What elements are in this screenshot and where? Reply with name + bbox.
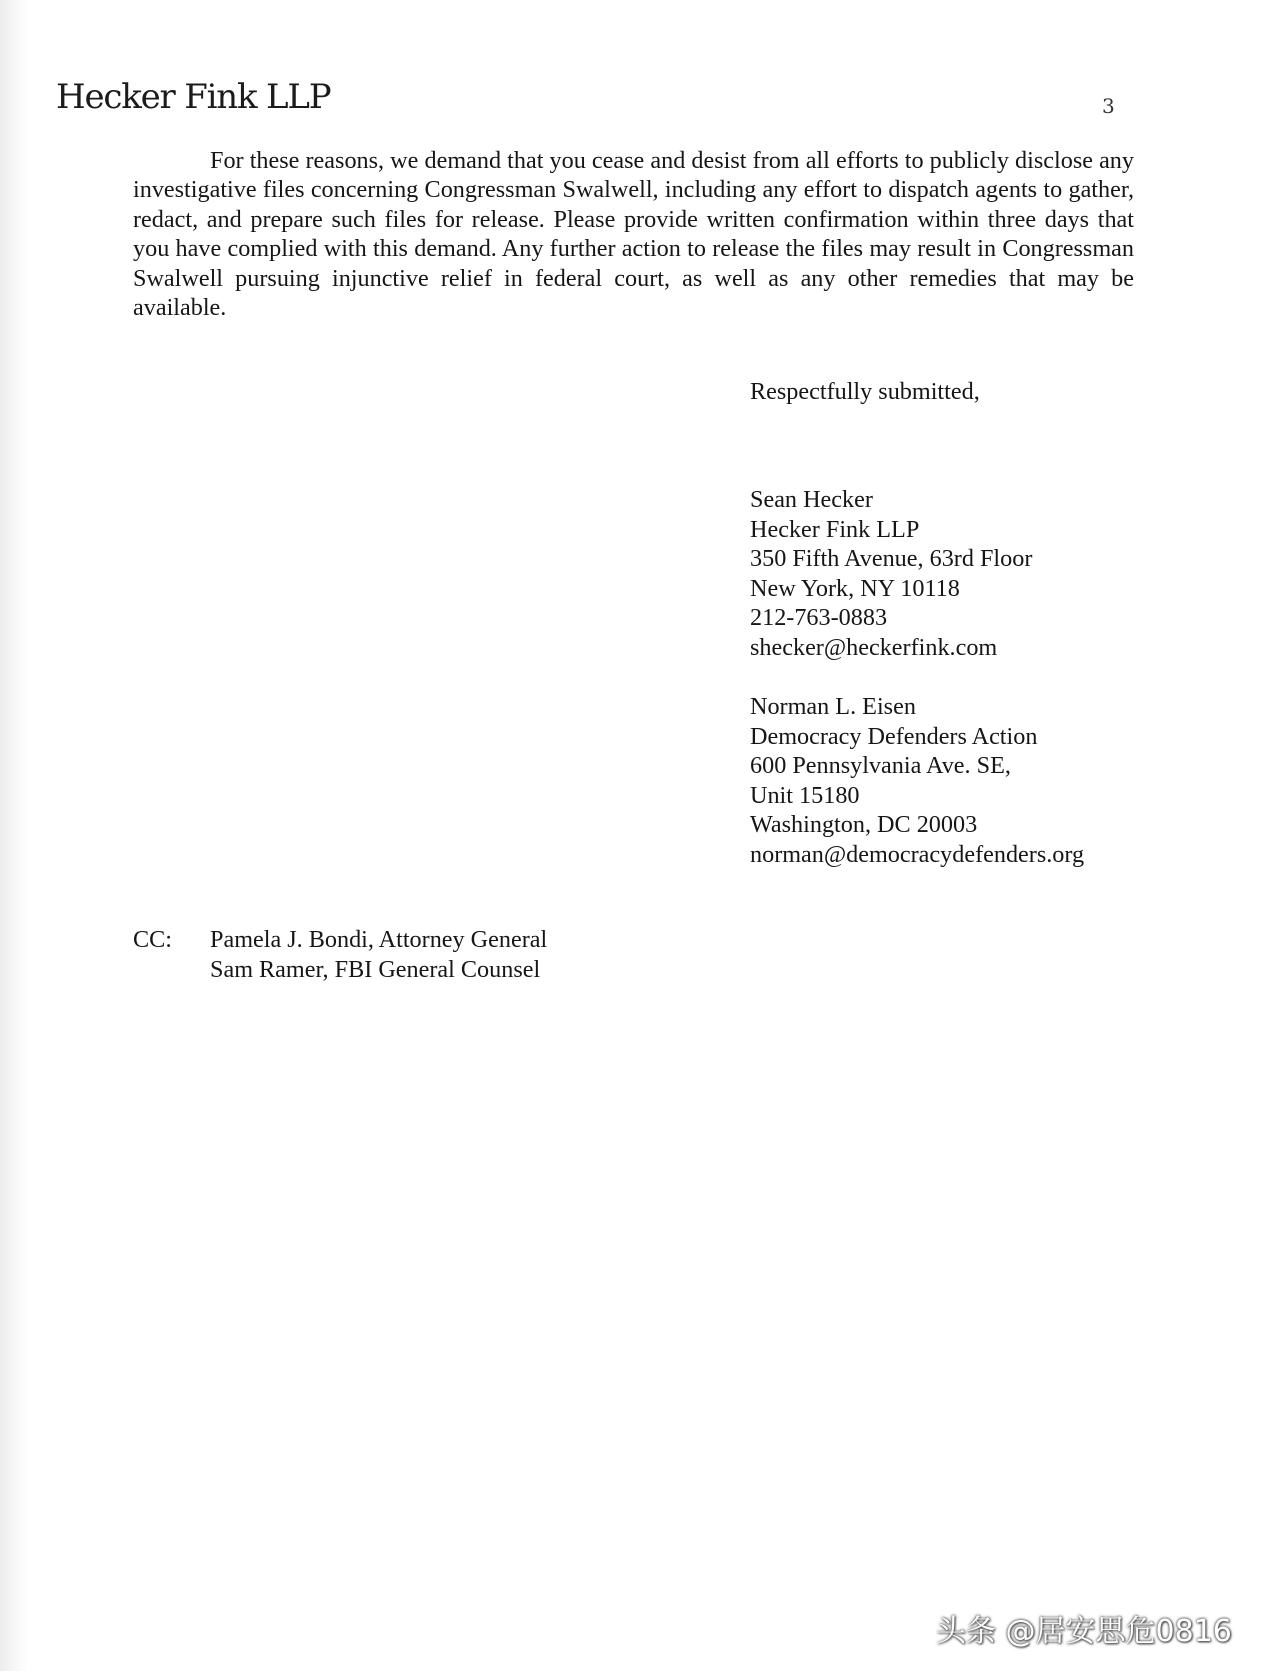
- signatory-email: norman@democracydefenders.org: [750, 840, 1085, 868]
- signatory-org: Democracy Defenders Action: [750, 722, 1038, 750]
- signature-block-hecker: [750, 485, 1032, 663]
- cc-recipients: [210, 925, 547, 984]
- cc-recipient: Pamela J. Bondi, Attorney General: [210, 926, 548, 953]
- page-edge-shadow: [0, 0, 28, 1671]
- page-number: 3: [1102, 94, 1115, 118]
- signatory-address-line2: New York, NY 10118: [750, 574, 960, 602]
- signatory-name: Sean Hecker: [750, 486, 873, 513]
- signatory-email: shecker@heckerfink.com: [750, 633, 998, 661]
- signatory-address-line2: Unit 15180: [750, 781, 860, 809]
- signatory-phone: 212-763-0883: [750, 604, 888, 632]
- signatory-org: Hecker Fink LLP: [750, 515, 920, 543]
- letterhead-firm-name: Hecker Fink LLP: [56, 77, 331, 117]
- watermark-text: 头条 @居安思危0816: [936, 1614, 1232, 1649]
- cc-recipient: Sam Ramer, FBI General Counsel: [210, 955, 541, 983]
- signatory-address-line1: 600 Pennsylvania Ave. SE,: [750, 752, 1011, 780]
- signature-block-eisen: [750, 692, 1084, 870]
- body-paragraph: For these reasons, we demand that you cease and desist from all efforts to publicly disclose any investigative files concerning Congressman Swalwell, including any effort to dispatch agents to gather, redact, and prepare such files for release. Please provide written confirmation within three days that you have complied with this demand. Any further action to release the files may result in Congressman Swalwell pursuing injunctive relief in federal court, as well as any other remedies that may be available.: [133, 147, 1134, 322]
- signatory-address-line1: 350 Fifth Avenue, 63rd Floor: [750, 545, 1033, 573]
- closing-salutation: Respectfully submitted,: [750, 378, 980, 405]
- signatory-address-line3: Washington, DC 20003: [750, 811, 978, 839]
- cc-label: CC:: [133, 926, 172, 953]
- signatory-name: Norman L. Eisen: [750, 693, 916, 720]
